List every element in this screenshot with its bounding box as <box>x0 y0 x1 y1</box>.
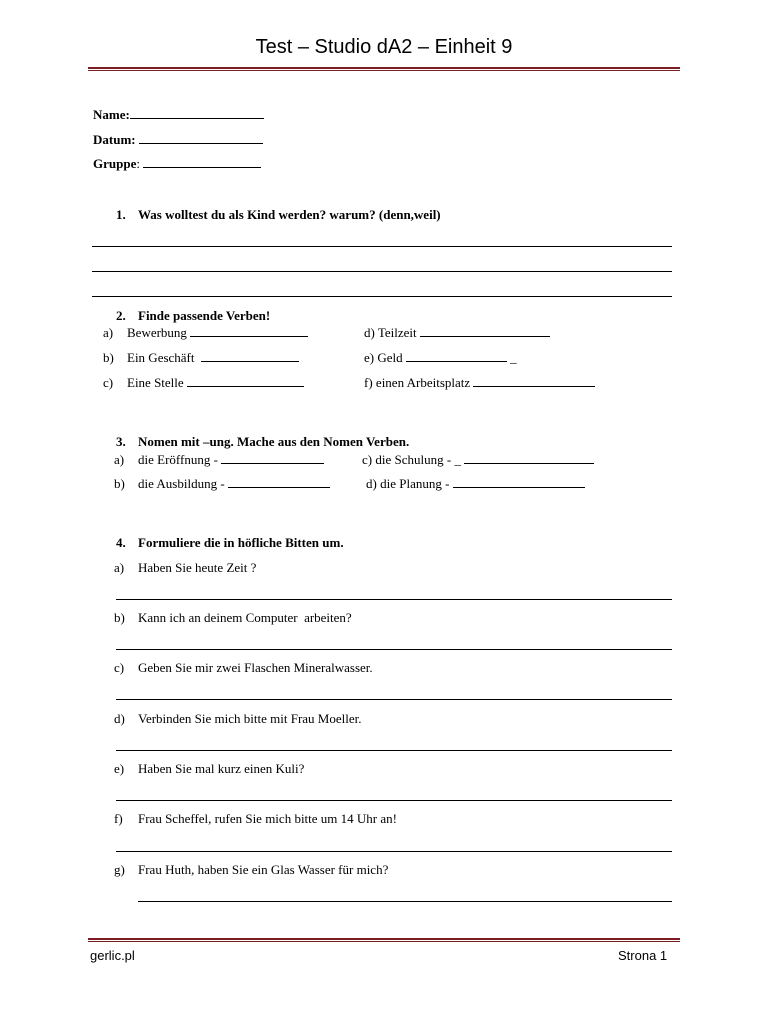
list-marker: b) <box>114 476 125 491</box>
footer-page-number: Strona 1 <box>618 948 668 963</box>
task2-blank-d[interactable] <box>420 325 550 337</box>
task3-blank-c[interactable] <box>464 452 594 464</box>
task1-answer-line-1[interactable] <box>92 246 672 247</box>
task2-blank-a[interactable] <box>190 325 308 337</box>
list-marker: g) <box>114 862 125 877</box>
date-field[interactable] <box>93 132 263 148</box>
task4-answer-line-g[interactable] <box>138 901 672 902</box>
footer-site: gerlic.pl <box>90 948 135 963</box>
task4-item-b <box>114 610 352 626</box>
list-marker: e) <box>364 350 375 365</box>
task4-answer-line-d[interactable] <box>116 750 672 751</box>
task2-item-f <box>364 375 595 391</box>
task2-item-d <box>364 325 550 341</box>
task4-answer-line-c[interactable] <box>116 699 672 700</box>
name-blank[interactable] <box>130 107 264 119</box>
task2-blank-e[interactable] <box>406 350 507 362</box>
list-marker: f) <box>364 375 373 390</box>
name-field[interactable] <box>93 107 264 123</box>
list-marker: d) <box>364 325 375 340</box>
group-blank[interactable] <box>143 156 261 168</box>
task3-item-d <box>366 476 585 492</box>
task4-item-d <box>114 711 362 727</box>
list-marker: e) <box>114 761 125 776</box>
task4-answer-line-a[interactable] <box>116 599 672 600</box>
task4-text: Formuliere die in höfliche Bitten um. <box>138 535 344 550</box>
task3-blank-d[interactable] <box>453 476 585 488</box>
task2-text: Finde passende Verben! <box>138 308 271 323</box>
task4-item-e-text: Haben Sie mal kurz einen Kuli? <box>138 761 305 776</box>
group-label: Gruppe <box>93 156 137 171</box>
task2-item-e <box>364 350 517 366</box>
task2-blank-f[interactable] <box>473 375 595 387</box>
task3-item-a <box>114 452 324 468</box>
task4-answer-line-f[interactable] <box>116 851 672 852</box>
task4-answer-line-b[interactable] <box>116 649 672 650</box>
date-label: Datum: <box>93 132 136 147</box>
task4-item-a-text: Haben Sie heute Zeit ? <box>138 560 257 575</box>
task3-text: Nomen mit –ung. Mache aus den Nomen Verben. <box>138 434 410 449</box>
task4-item-g-text: Frau Huth, haben Sie ein Glas Wasser für mich? <box>138 862 389 877</box>
task4-item-c-text: Geben Sie mir zwei Flaschen Mineralwasser. <box>138 660 373 675</box>
list-marker: d) <box>366 476 377 491</box>
task2-item-c-text: Eine Stelle <box>127 375 184 390</box>
task4-item-g <box>114 862 388 878</box>
header-divider <box>88 67 680 71</box>
task4-item-e <box>114 761 304 777</box>
task3-blank-a[interactable] <box>221 452 324 464</box>
group-label-colon: : <box>136 156 140 171</box>
list-marker: c) <box>103 375 114 390</box>
task2-item-b <box>103 350 299 366</box>
list-marker: c) <box>114 660 125 675</box>
list-marker: a) <box>114 560 125 575</box>
task3-item-c-text: die Schulung - <box>375 452 452 467</box>
footer-divider <box>88 938 680 942</box>
task3-item-d-text: die Planung - <box>380 476 450 491</box>
list-marker: a) <box>114 452 125 467</box>
task3-number: 3. <box>116 434 126 449</box>
task3-heading <box>116 434 409 450</box>
task4-item-a <box>114 560 256 576</box>
task2-item-d-text: Teilzeit <box>377 325 417 340</box>
task2-item-a-text: Bewerbung <box>127 325 187 340</box>
task4-item-b-text: Kann ich an deinem Computer arbeiten? <box>138 610 352 625</box>
task4-item-c <box>114 660 373 676</box>
task4-answer-line-e[interactable] <box>116 800 672 801</box>
task1-answer-line-3[interactable] <box>92 296 672 297</box>
task3-item-c-lead: _ <box>454 452 461 467</box>
task4-item-f-text: Frau Scheffel, rufen Sie mich bitte um 14 Uhr an! <box>138 811 397 826</box>
task1-number: 1. <box>116 207 126 222</box>
list-marker: b) <box>114 610 125 625</box>
task1-heading <box>116 207 441 223</box>
list-marker: d) <box>114 711 125 726</box>
task4-heading <box>116 535 344 551</box>
task1-text: Was wolltest du als Kind werden? warum? (denn,weil) <box>138 207 441 222</box>
list-marker: b) <box>103 350 114 365</box>
task3-item-a-text: die Eröffnung - <box>138 452 218 467</box>
task3-blank-b[interactable] <box>228 476 330 488</box>
task2-item-f-text: einen Arbeitsplatz <box>375 375 471 390</box>
task1-answer-line-2[interactable] <box>92 271 672 272</box>
task2-heading <box>116 308 270 324</box>
task2-item-b-text: Ein Geschäft <box>127 350 195 365</box>
date-blank[interactable] <box>139 132 263 144</box>
task4-item-f <box>114 811 397 827</box>
task2-blank-c[interactable] <box>187 375 304 387</box>
name-label: Name: <box>93 107 130 122</box>
task2-item-c <box>103 375 304 391</box>
task2-item-a <box>103 325 308 341</box>
task3-item-b-text: die Ausbildung - <box>138 476 225 491</box>
task4-item-d-text: Verbinden Sie mich bitte mit Frau Moeller. <box>138 711 362 726</box>
task2-item-e-text: Geld <box>377 350 403 365</box>
task3-item-c <box>362 452 594 468</box>
list-marker: a) <box>103 325 114 340</box>
page-title: Test – Studio dA2 – Einheit 9 <box>255 36 513 58</box>
group-field[interactable] <box>93 156 261 172</box>
task2-blank-b[interactable] <box>201 350 299 362</box>
list-marker: c) <box>362 452 373 467</box>
list-marker: f) <box>114 811 123 826</box>
task2-number: 2. <box>116 308 126 323</box>
task4-number: 4. <box>116 535 126 550</box>
task2-item-e-tail: _ <box>510 350 517 365</box>
task3-item-b <box>114 476 330 492</box>
